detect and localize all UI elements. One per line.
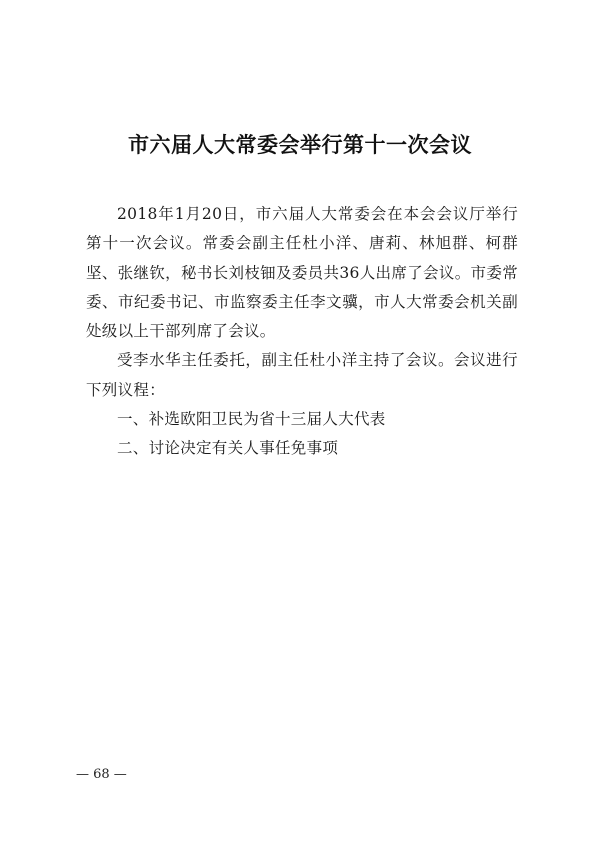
paragraph-meeting-summary: 2018年1月20日，市六届人大常委会在本会会议厅举行第十一次会议。常委会副主任杜小洋、唐莉、林旭群、柯群坚、张继钦，秘书长刘枝钿及委员共36人出席了会议。市委常委、市纪委书记、市监察委主任李文骥，市人大常委会机关副处级以上干部列席了会议。 [86,205,518,341]
page-title: 市六届人大常委会举行第十一次会议 [128,133,472,157]
agenda-item-1: 一、补选欧阳卫民为省十三届人大代表 [117,410,386,429]
document-body [86,200,518,464]
page-number: — 68 — [76,767,127,782]
paragraph-agenda-intro: 受李水华主任委托，副主任杜小洋主持了会议。会议进行下列议程： [86,351,518,399]
agenda-item-2: 二、讨论决定有关人事任免事项 [117,439,339,458]
